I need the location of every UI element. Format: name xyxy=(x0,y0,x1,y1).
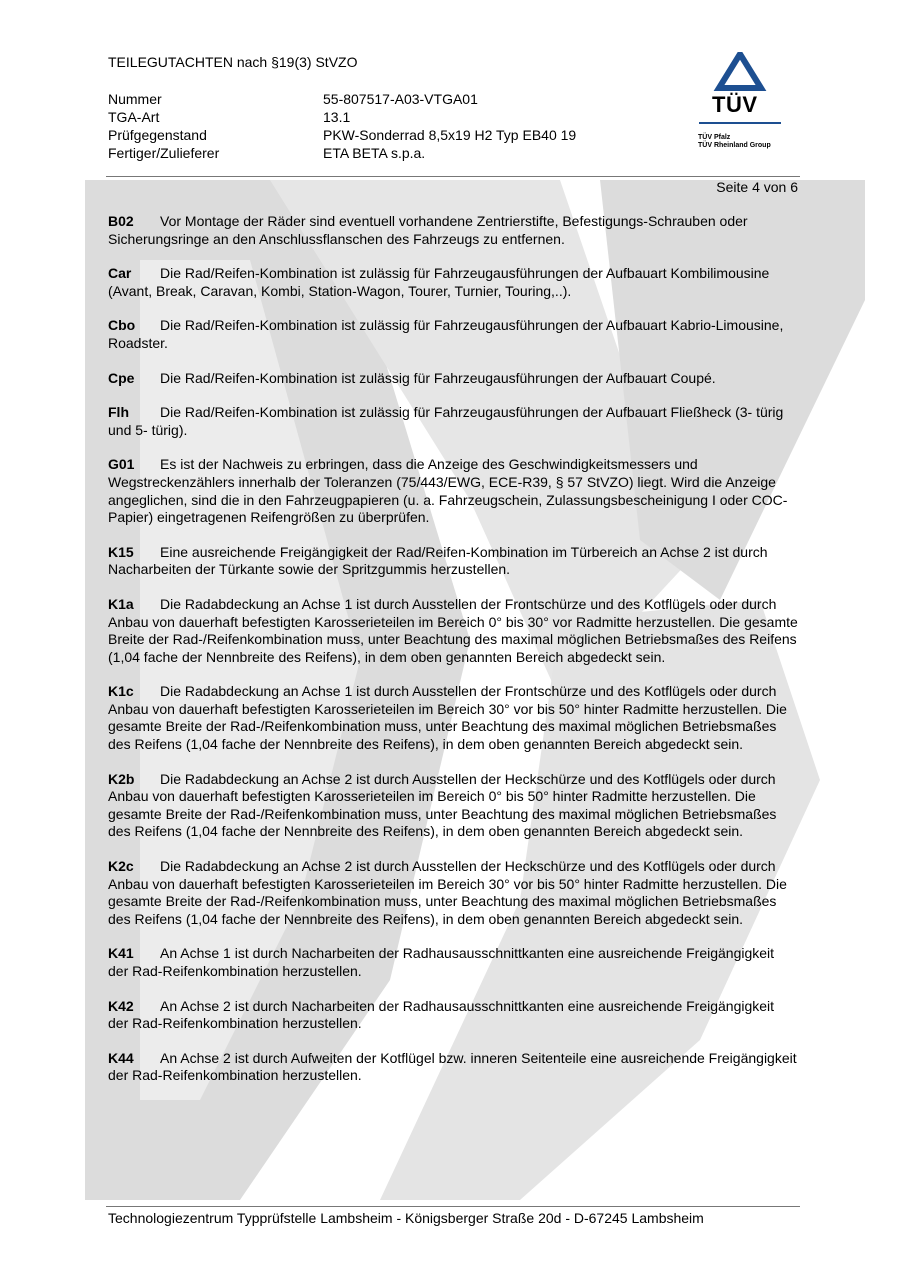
paragraph-code: K41 xyxy=(108,945,134,962)
footer-address: Technologiezentrum Typprüfstelle Lambsheim - Königsberger Straße 20d - D-67245 Lambsheim xyxy=(108,1210,704,1226)
meta-row-pruefgegenstand xyxy=(108,126,576,144)
paragraph-text: Die Rad/Reifen-Kombination ist zulässig für Fahrzeugausführungen der Aufbauart Fließheck (3- türig und 5- türig). xyxy=(108,404,784,438)
paragraph-b02 xyxy=(108,213,798,248)
footer-divider xyxy=(106,1206,800,1207)
paragraph-cbo xyxy=(108,317,798,352)
paragraph-text: An Achse 2 ist durch Aufweiten der Kotflügel bzw. inneren Seitenteile eine ausreichende Freigängigkeit der Rad-Reifenkombination herzustellen. xyxy=(108,1049,797,1084)
paragraph-text: Die Radabdeckung an Achse 1 ist durch Ausstellen der Frontschürze und des Kotflügels oder durch Anbau von dauerhaft befestigten Karosserieteilen im Bereich 30° vor bis 50° hinter Radmitte herzustellen. Die gesamte Breite der Rad-/Reifenkombination muss, unter Beachtung des maximal möglichen Betriebsmaßes des Reifens (1,04 fache der Nennbreite des Reifens), in dem oben genannten Bereich abgedeckt sein. xyxy=(108,683,787,753)
meta-value: 55-807517-A03-VTGA01 xyxy=(323,91,478,107)
paragraph-code: K2b xyxy=(108,770,135,787)
paragraph-flh xyxy=(108,404,798,439)
meta-row-tga-art xyxy=(108,108,576,126)
paragraph-text: Die Radabdeckung an Achse 2 ist durch Ausstellen der Heckschürze und des Kotflügels oder durch Anbau von dauerhaft befestigten Karosserieteilen im Bereich 0° bis 50° hinter Radmitte herzustellen. Die gesamte Breite der Rad-/Reifenkombination muss, unter Beachtung des maximal möglichen Betriebsmaßes des Reifens (1,04 fache der Nennbreite des Reifens), in dem oben genannten Bereich abgedeckt sein. xyxy=(108,770,777,840)
paragraph-g01 xyxy=(108,456,798,526)
paragraph-text: An Achse 1 ist durch Nacharbeiten der Radhausausschnittkanten eine ausreichende Freigängigkeit der Rad-Reifenkombination herzustellen. xyxy=(108,945,775,979)
document-title: TEILEGUTACHTEN nach §19(3) StVZO xyxy=(108,54,358,70)
logo-subtitle-line1: TÜV Pfalz xyxy=(698,134,731,141)
paragraph-code: K42 xyxy=(108,997,134,1014)
paragraph-text: Eine ausreichende Freigängigkeit der Rad/Reifen-Kombination im Türbereich an Achse 2 ist durch Nacharbeiten der Türkante sowie der Spritzgummis herzustellen. xyxy=(108,543,768,578)
paragraph-text: Die Radabdeckung an Achse 2 ist durch Ausstellen der Heckschürze und des Kotflügels oder durch Anbau von dauerhaft befestigten Karosserieteilen im Bereich 30° vor bis 50° hinter Radmitte herzustellen. Die gesamte Breite der Rad-/Reifenkombination muss, unter Beachtung des maximal möglichen Betriebsmaßes des Reifens (1,04 fache der Nennbreite des Reifens), in dem oben genannten Bereich abgedeckt sein. xyxy=(108,858,787,927)
meta-value: ETA BETA s.p.a. xyxy=(323,145,426,161)
logo-subtitle-line2: TÜV Rheinland Group xyxy=(698,142,771,149)
tuv-triangle-icon xyxy=(695,52,790,92)
meta-label: Prüfgegenstand xyxy=(108,127,207,143)
paragraph-k1a xyxy=(108,596,798,666)
paragraph-k2b xyxy=(108,771,798,841)
paragraph-code: Cpe xyxy=(108,369,135,386)
document-meta xyxy=(108,90,576,162)
paragraph-text: Die Rad/Reifen-Kombination ist zulässig für Fahrzeugausführungen der Aufbauart Kombilimousine (Avant, Break, Caravan, Kombi, Station-Wagon, Tourer, Turnier, Touring,..). xyxy=(108,265,770,299)
paragraph-text: Die Rad/Reifen-Kombination ist zulässig für Fahrzeugausführungen der Aufbauart Coupé. xyxy=(160,369,716,386)
paragraph-k44 xyxy=(108,1050,798,1085)
paragraph-k2c xyxy=(108,858,798,928)
paragraph-code: K15 xyxy=(108,543,134,560)
paragraph-k41 xyxy=(108,945,798,980)
paragraph-code: Cbo xyxy=(108,317,136,334)
paragraph-code: Flh xyxy=(108,404,129,421)
paragraph-text: Es ist der Nachweis zu erbringen, dass die Anzeige des Geschwindigkeitsmessers und Wegstreckenzählers innerhalb der Toleranzen (75/443/EWG, ECE-R39, § 57 StVZO) liegt. Wird die Anzeige angeglichen, sind die in den Fahrzeugpapieren (u. a. Fahrzeugschein, Zulassungsbescheinigung I oder COC-Papier) eingetragenen Reifengrößen zu überprüfen. xyxy=(108,456,788,526)
paragraph-cpe xyxy=(108,370,798,388)
paragraph-k15 xyxy=(108,544,798,579)
meta-label: Fertiger/Zulieferer xyxy=(108,145,220,161)
paragraph-text: Die Radabdeckung an Achse 1 ist durch Ausstellen der Frontschürze und des Kotflügels oder durch Anbau von dauerhaft befestigten Karosserieteilen im Bereich 0° bis 30° vor Radmitte herzustellen. Die gesamte Breite der Rad-/Reifenkombination muss, unter Beachtung des maximal möglichen Betriebsmaßes des Reifens (1,04 fache der Nennbreite des Reifens), in dem oben genannten Bereich abgedeckt sein. xyxy=(108,595,798,665)
paragraph-code: B02 xyxy=(108,213,134,229)
paragraph-car xyxy=(108,265,798,300)
paragraph-k1c xyxy=(108,683,798,753)
logo-divider xyxy=(699,122,781,124)
meta-label: Nummer xyxy=(108,91,162,107)
paragraph-text: Die Rad/Reifen-Kombination ist zulässig für Fahrzeugausführungen der Aufbauart Kabrio-Limousine, Roadster. xyxy=(108,317,784,351)
meta-row-fertiger xyxy=(108,144,576,162)
tuv-logo xyxy=(695,52,790,149)
paragraph-code: G01 xyxy=(108,456,135,473)
meta-label: TGA-Art xyxy=(108,109,160,125)
paragraph-text: An Achse 2 ist durch Nacharbeiten der Radhausausschnittkanten eine ausreichende Freigängigkeit der Rad-Reifenkombination herzustellen. xyxy=(108,997,775,1032)
header-divider xyxy=(106,176,800,177)
paragraph-k42 xyxy=(108,998,798,1033)
meta-value: PKW-Sonderrad 8,5x19 H2 Typ EB40 19 xyxy=(323,127,577,143)
paragraph-code: K1c xyxy=(108,683,134,700)
meta-row-nummer xyxy=(108,90,576,108)
paragraph-code: K2c xyxy=(108,858,134,875)
meta-value: 13.1 xyxy=(323,109,351,125)
logo-subtitle xyxy=(698,134,771,150)
paragraph-code: K44 xyxy=(108,1049,134,1066)
page-number: Seite 4 von 6 xyxy=(716,179,798,195)
document-body xyxy=(108,213,798,1102)
logo-name: TÜV xyxy=(712,92,758,117)
paragraph-code: K1a xyxy=(108,595,134,612)
paragraph-code: Car xyxy=(108,265,132,282)
paragraph-text: Vor Montage der Räder sind eventuell vorhandene Zentrierstifte, Befestigungs-Schrauben oder Sicherungsringe an den Anschlussflanschen des Fahrzeugs zu entfernen. xyxy=(108,213,748,247)
